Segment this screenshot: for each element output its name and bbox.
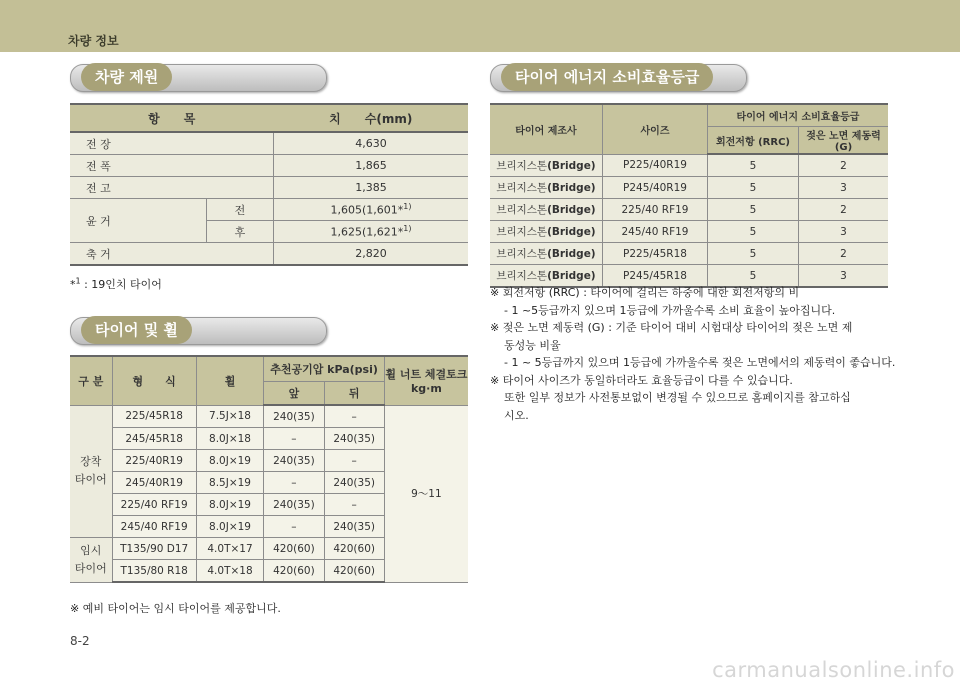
table-row — [70, 132, 468, 155]
note-rrc-detail: - 1 ~5등급까지 있으며 1등급에 가까울수록 소비 효율이 높아집니다. — [504, 303, 836, 317]
tire-rear: 240(35) — [324, 516, 384, 538]
energy-maker: 브리지스톤(Bridge) — [490, 265, 603, 288]
note-wet-detail: - 1 ~ 5등급까지 있으며 1등급에 가까울수록 젖은 노면에서의 제동력이 좋습니다. — [504, 356, 896, 369]
tire-note: ※ 예비 타이어는 임시 타이어를 제공합니다. — [70, 602, 281, 615]
header-bar — [0, 0, 960, 52]
tire-front: 420(60) — [264, 538, 324, 560]
table-row — [70, 405, 468, 428]
note-size-cont2: 시오. — [504, 408, 529, 422]
energy-maker: 브리지스톤(Bridge) — [490, 177, 603, 199]
tire-rear: 420(60) — [324, 560, 384, 583]
energy-rrc: 5 — [708, 265, 799, 288]
table-row — [490, 154, 888, 177]
table-row — [490, 243, 888, 265]
table-row — [70, 243, 468, 266]
energy-size: P225/45R18 — [603, 243, 708, 265]
note-size: ※ 타이어 사이즈가 동일하더라도 효율등급이 다를 수 있습니다. — [490, 373, 793, 387]
tire-rear: – — [324, 450, 384, 472]
spec-label: 전 폭 — [70, 155, 274, 177]
note-wet-cont: 동성능 비율 — [504, 338, 561, 352]
tire-front: – — [264, 472, 324, 494]
tire-size: 245/40R19 — [112, 472, 196, 494]
tire-rear: 240(35) — [324, 428, 384, 450]
tire-wheel: 8.0J×19 — [196, 494, 264, 516]
section-title-energy: 타이어 에너지 소비효율등급 — [501, 63, 713, 91]
energy-col-rrc: 회전저항 (RRC) — [708, 127, 799, 155]
spec-value: 4,630 — [274, 132, 469, 155]
spec-footnote: *$^1$ : 19인치 타이어 — [70, 276, 162, 291]
energy-col-size: 사이즈 — [603, 104, 708, 154]
section-heading-spec — [70, 64, 327, 92]
energy-wet: 3 — [799, 221, 889, 243]
tire-front: 420(60) — [264, 560, 324, 583]
tire-wheel: 8.0J×19 — [196, 516, 264, 538]
chapter-title: 차량 정보 — [68, 34, 119, 48]
spec-table — [70, 103, 468, 266]
spec-col-value: 치 수(mm) — [274, 104, 469, 132]
energy-notes — [490, 284, 896, 424]
section-title-tire: 타이어 및 휠 — [81, 316, 192, 344]
spec-value: 2,820 — [274, 243, 469, 266]
tire-size: 245/40 RF19 — [112, 516, 196, 538]
energy-size: P225/40R19 — [603, 154, 708, 177]
section-heading-energy — [490, 64, 747, 92]
tire-front: 240(35) — [264, 450, 324, 472]
energy-wet: 2 — [799, 243, 889, 265]
table-row — [490, 199, 888, 221]
spec-value: 1,865 — [274, 155, 469, 177]
section-heading-tire — [70, 317, 327, 345]
energy-maker: 브리지스톤(Bridge) — [490, 221, 603, 243]
tire-group-temporary: 임시 타이어 — [70, 538, 112, 583]
energy-wet: 2 — [799, 154, 889, 177]
energy-wet: 2 — [799, 199, 889, 221]
energy-table — [490, 103, 888, 288]
tire-rear: – — [324, 494, 384, 516]
energy-size: P245/45R18 — [603, 265, 708, 288]
spec-value: 1,385 — [274, 177, 469, 199]
tire-size: 225/40 RF19 — [112, 494, 196, 516]
note-rrc: ※ 회전저항 (RRC) : 타이어에 걸리는 하중에 대한 회전저항의 비 — [490, 286, 800, 299]
table-row — [70, 177, 468, 199]
tire-col-rear: 뒤 — [324, 382, 384, 406]
watermark: carmanualsonline.info — [712, 658, 955, 682]
spec-value: 1,625(1,621*$^{1)}$ — [274, 221, 469, 243]
spec-label: 전 고 — [70, 177, 274, 199]
tire-size: 245/45R18 — [112, 428, 196, 450]
energy-rrc: 5 — [708, 221, 799, 243]
energy-size: P245/40R19 — [603, 177, 708, 199]
page-number: 8-2 — [70, 634, 90, 648]
tire-front: 240(35) — [264, 494, 324, 516]
tire-size: 225/40R19 — [112, 450, 196, 472]
energy-maker: 브리지스톤(Bridge) — [490, 199, 603, 221]
tire-size: T135/80 R18 — [112, 560, 196, 583]
tire-rear: 240(35) — [324, 472, 384, 494]
note-wet: ※ 젖은 노면 제동력 (G) : 기준 타이어 대비 시험대상 타이어의 젖은 노면 제 — [490, 321, 853, 334]
energy-col-grade: 타이어 에너지 소비효율등급 — [708, 104, 889, 127]
tire-wheel: 8.0J×18 — [196, 428, 264, 450]
tire-col-front: 앞 — [264, 382, 324, 406]
tire-col-category: 구 분 — [70, 356, 112, 405]
tire-rear: – — [324, 405, 384, 428]
tire-rear: 420(60) — [324, 538, 384, 560]
tire-torque-value: 9～11 — [384, 405, 468, 582]
spec-sublabel: 전 — [207, 199, 274, 221]
energy-maker: 브리지스톤(Bridge) — [490, 243, 603, 265]
spec-value: 1,605(1,601*$^{1)}$ — [274, 199, 469, 221]
spec-label: 윤 거 — [70, 199, 207, 243]
tire-front: – — [264, 428, 324, 450]
energy-rrc: 5 — [708, 199, 799, 221]
energy-wet: 3 — [799, 177, 889, 199]
energy-col-wet: 젖은 노면 제동력(G) — [799, 127, 889, 155]
tire-col-pressure: 추천공기압 kPa(psi) — [264, 356, 385, 382]
tire-col-type: 형 식 — [112, 356, 196, 405]
tire-wheel: 8.5J×19 — [196, 472, 264, 494]
section-title-spec: 차량 제원 — [81, 63, 172, 91]
energy-maker: 브리지스톤(Bridge) — [490, 154, 603, 177]
energy-rrc: 5 — [708, 243, 799, 265]
tire-size: T135/90 D17 — [112, 538, 196, 560]
tire-size: 225/45R18 — [112, 405, 196, 428]
table-row — [70, 155, 468, 177]
energy-size: 225/40 RF19 — [603, 199, 708, 221]
energy-rrc: 5 — [708, 154, 799, 177]
spec-col-item: 항 목 — [70, 104, 274, 132]
tire-table — [70, 355, 468, 583]
note-size-cont: 또한 일부 정보가 사전통보없이 변경될 수 있으므로 홈페이지를 참고하십 — [504, 391, 851, 404]
spec-label: 전 장 — [70, 132, 274, 155]
tire-col-torque: 휠 너트 체결토크 kg·m — [384, 356, 468, 405]
energy-wet: 3 — [799, 265, 889, 288]
energy-col-maker: 타이어 제조사 — [490, 104, 603, 154]
tire-wheel: 4.0T×17 — [196, 538, 264, 560]
tire-wheel: 7.5J×18 — [196, 405, 264, 428]
tire-front: – — [264, 516, 324, 538]
tire-group-standard: 장착 타이어 — [70, 405, 112, 538]
spec-sublabel: 후 — [207, 221, 274, 243]
tire-front: 240(35) — [264, 405, 324, 428]
table-row — [490, 221, 888, 243]
energy-size: 245/40 RF19 — [603, 221, 708, 243]
table-row — [490, 177, 888, 199]
energy-rrc: 5 — [708, 177, 799, 199]
tire-wheel: 4.0T×18 — [196, 560, 264, 583]
tire-wheel: 8.0J×19 — [196, 450, 264, 472]
table-row — [70, 199, 468, 221]
tire-col-wheel: 휠 — [196, 356, 264, 405]
spec-label: 축 거 — [70, 243, 274, 266]
